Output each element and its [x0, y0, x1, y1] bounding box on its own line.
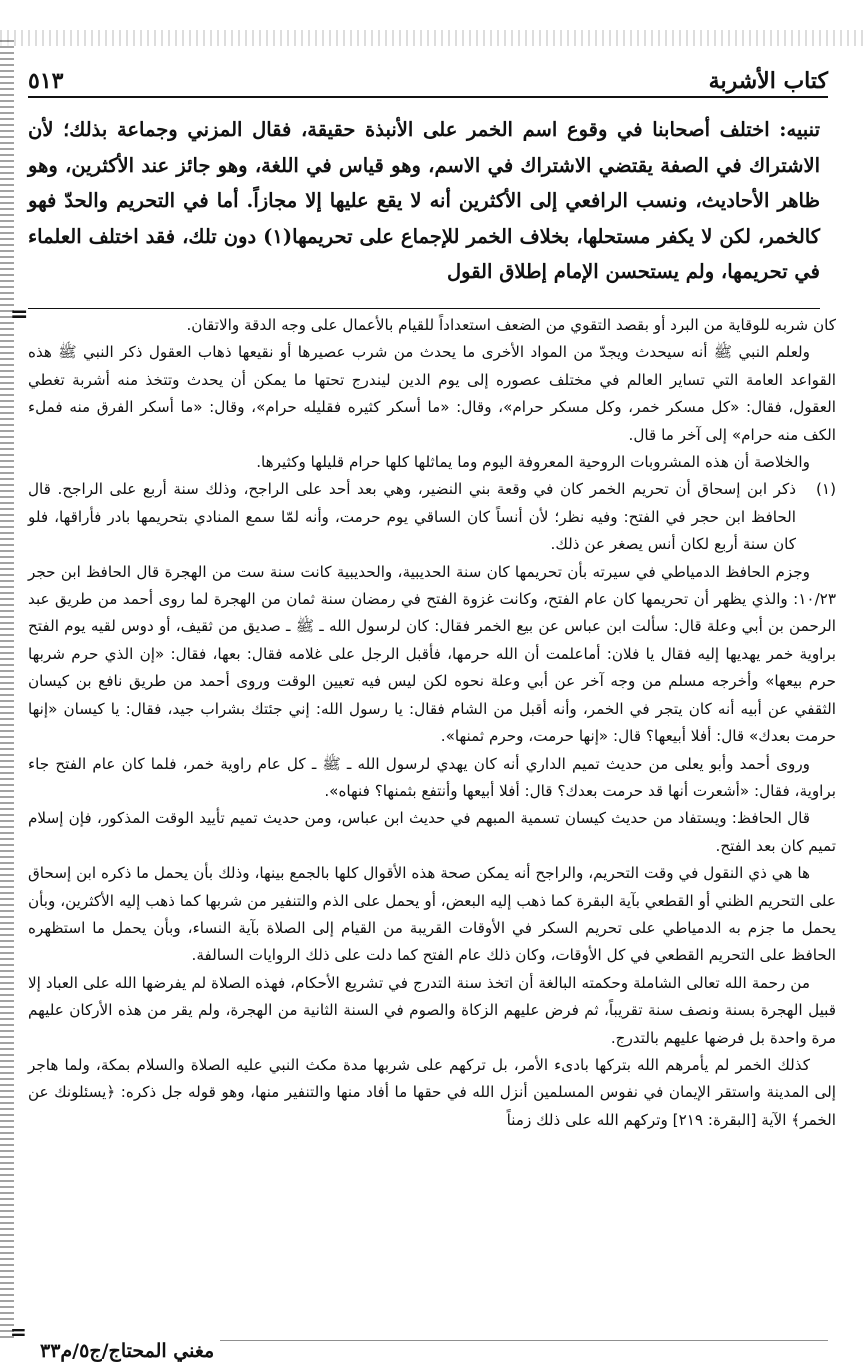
footnote-continuation-mark: =: [10, 1320, 27, 1344]
footnote-paragraph: كذلك الخمر لم يأمرهم الله بتركها بادىء الأمر، بل تركهم على شربها مدة مكث النبي عليه الصلاة والسلام بمكة، ولما هاجر إلى المدينة واستقر الإيمان في نفوس المسلمين أنزل الله في حقها ما أفاد منها والتنفير منها، وهو قوله جل ذكره: ﴿يسئلونك عن الخمر﴾ الآية [البقرة: ٢١٩] وتركهم الله على ذلك زمناً: [28, 1055, 836, 1129]
main-text: [28, 112, 820, 290]
footnote-paragraph: من رحمة الله تعالى الشاملة وحكمته البالغة أن اتخذ سنة التدرج في تشريع الأحكام، فهذه الصلاة لم يفرضها الله على العباد إلا قبيل الهجرة بسنة ونصف سنة تقريباً، ثم فرض عليهم الزكاة والصوم في السنة الثانية من الهجرة، ولم يقر من هذه الأركان عليهم مرة واحدة بل فرضها عليهم بالتدرج.: [28, 973, 836, 1047]
page-number: ٥١٣: [28, 68, 64, 94]
footnote-paragraph: ها هي ذي النقول في وقت التحريم، والراجح أنه يمكن صحة هذه الأقوال كلها بالجمع بينها، وذلك بأن يحمل ما ذكره ابن إسحاق على التحريم الظني أو القطعي بآية البقرة كما ذهب إليه البعض، أو يحمل على الذم والتنفير من شربها كما ذهب إليه الأكثرين، وبأن يحمل ما جزم به الدمياطي على تحريم السكر في الأوقات القريبة من القيام إلى الصلاة بآية النساء، وبأن يحمل ما استظهره الحافظ على التحريم القطعي في كل الأوقات، وكان ذلك عام الفتح كما دلت على ذلك الروايات السالفة.: [28, 864, 836, 965]
footer-reference: مغني المحتاج/ج٥/م٣٣: [40, 1340, 215, 1362]
footnote-continued-paragraph: كان شربه للوقاية من البرد أو بقصد التقوي من الضعف استعداداً للقيام بالأعمال على وجه الدقة والاتقان.: [186, 316, 836, 334]
left-ornament-border: [0, 40, 14, 1340]
footnote-1: [28, 476, 836, 558]
page-header: [28, 58, 828, 94]
header-rule: [28, 96, 828, 98]
chapter-title: كتاب الأشربة: [708, 68, 828, 94]
continuation-mark: =: [10, 302, 29, 327]
footnote-paragraph: قال الحافظ: ويستفاد من حديث كيسان تسمية المبهم في حديث ابن عباس، ومن حديث تميم تأييد الوقت المذكور، فإن إسلام تميم كان بعد الفتح.: [28, 809, 836, 855]
footnote-1-number: (١): [815, 480, 836, 499]
footer-rule: [220, 1340, 828, 1341]
top-ornament-border: [0, 30, 868, 46]
footnote-continued-paragraph: ولعلم النبي ﷺ أنه سيحدث ويجدّ من المواد الأخرى ما يحدث من شرب عصيرها أو نقيعها ذهاب العقول ذكر النبي ﷺ هذه القواعد العامة التي تساير العالم في مختلف عصوره إلى يوم الدين ليندرج تحتها ما يمكن أن يحدث وتتخذ منه أشربة تغطي العقول، فقال: «كل مسكر خمر، وكل مسكر حرام»، وقال: «ما أسكر كثيره فقليله حرام»، وقال: «ما أسكر الفرق منه فملء الكف منه حرام» إلى آخر ما قال.: [28, 343, 836, 444]
footnotes: [28, 312, 836, 1134]
footnote-paragraph: وجزم الحافظ الدمياطي في سيرته بأن تحريمها كان سنة الحديبية، والحديبية كانت سنة ست من الهجرة قال الحافظ ابن حجر ١٠/٢٣: والذي يظهر أن تحريمها كان عام الفتح، وكانت غزوة الفتح في رمضان سنة ثمان من الهجرة لما روى أحمد من طريق عبد الرحمن بن أبي وعلة قال: سألت ابن عباس عن بيع الخمر فقال: كان لرسول الله ـ ﷺ ـ صديق من ثقيف، أو دوس لقيه يوم الفتح براوية خمر يهديها إليه فقال يا فلان: أماعلمت أن الله حرمها، فأقبل الرجل على غلامه فقال: بعها، فقال: «إن الذي حرم شربها حرم بيعها» وأخرجه مسلم من وجه آخر عن أبي وعلة نحوه لكن ليس فيه تعيين الوقت وروى أحمد من طريق نافع بن كيسان الثقفي عن أبيه أنه كان يتجر في الخمر، وأنه أقبل من الشام فقال: يا رسول الله: إني جئتك بشراب جيد، فقال: يا كيسان «إنها حرمت بعدك» قال: أفلا أبيعها؟ قال: «إنها حرمت، وحرم ثمنها».: [28, 562, 836, 746]
footnote-continued-paragraph: والخلاصة أن هذه المشروبات الروحية المعروفة اليوم وما يماثلها كلها حرام قليلها وكثيرها.: [256, 453, 810, 472]
main-paragraph: تنبيه: اختلف أصحابنا في وقوع اسم الخمر على الأنبذة حقيقة، فقال المزني وجماعة بذلك؛ لأن الاشتراك في الصفة يقتضي الاشتراك في الاسم، وهو قياس في اللغة، وهو جائز عند الأكثرين، وهو ظاهر الأحاديث، ونسب الرافعي إلى الأكثرين أنه لا يقع عليها إلا مجازاً. أما في التحريم والحدّ فهو كالخمر، لكن لا يكفر مستحلها، بخلاف الخمر للإجماع على تحريمها(١) دون تلك، فقد اختلف العلماء في تحريمها، ولم يستحسن الإمام إطلاق القول: [28, 118, 821, 283]
footnote-separator: [28, 308, 820, 309]
footnote-paragraph: وروى أحمد وأبو يعلى من حديث تميم الداري أنه كان يهدي لرسول الله ـ ﷺ ـ كل عام راوية خمر، فلما كان عام الفتح جاء براوية، فقال: «أشعرت أنها قد حرمت بعدك؟ قال: أفلا أبيعها وأنتفع بثمنها؟ فنهاه».: [28, 754, 836, 800]
footnote-1-first-paragraph: ذكر ابن إسحاق أن تحريم الخمر كان في وقعة بني النضير، وهي بعد أحد على الراجح، وذلك سنة أربع على الراجح. قال الحافظ ابن حجر في الفتح: وفيه نظر؛ لأن أنساً كان الساقي يوم حرمت، وأنه لمّا سمع المنادي بتحريمها بادر فأراقها، فلو كان سنة أربع لكان أنس يصغر عن ذلك.: [28, 480, 796, 554]
